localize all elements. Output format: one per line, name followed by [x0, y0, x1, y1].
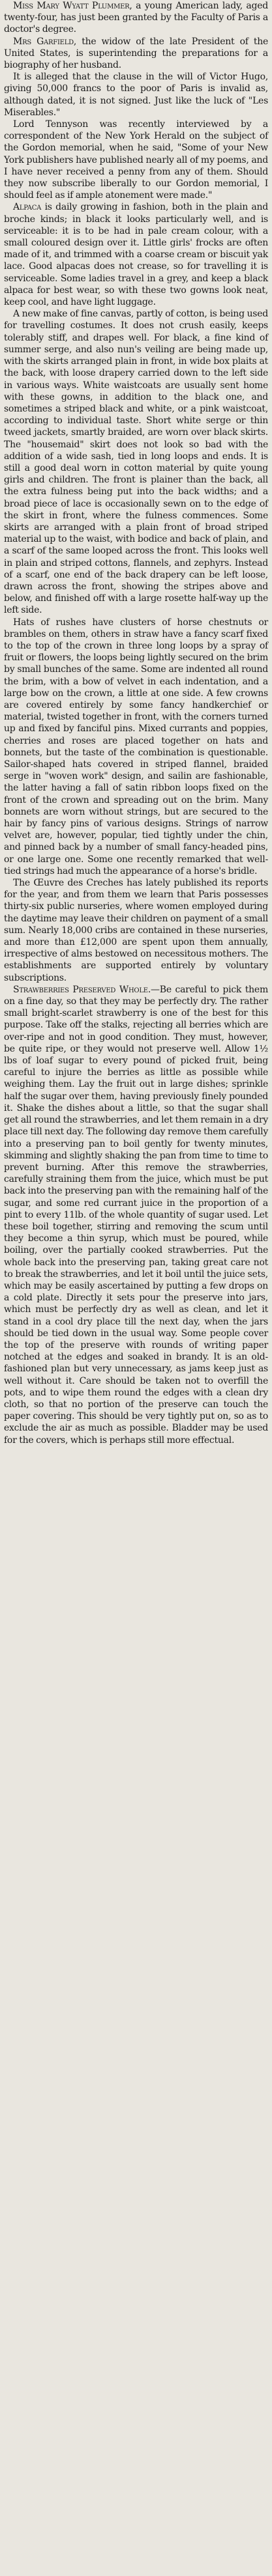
paragraph-text: is daily growing in fashion, both in the plain and broche kinds; in black it looks particularly well, and is serviceable: it is to be had in pale cream colour, with a small coloured design over it. Little girls' frocks are often made of it, and trimmed with a coarse cream or biscuit yak lace. Good alpacas does not crease, so for travelling it is serviceable. Some ladies travel in a grey, and keep a black alpaca for best wear, so with these two gowns look neat, keep cool, and have light luggage. [4, 202, 268, 308]
paragraph-strawberries [4, 984, 268, 1446]
paragraph-plummer [4, 0, 268, 36]
paragraph-text: The Œuvre des Creches has lately published its reports for the year, and from them we learn that Paris possesses thirty-six public nurseries, where women employed during the daytime may leave their children on payment of a small sum. Nearly 18,000 cribs are contained in these nurseries, and more than £12,000 are spent upon them annually, irrespective of alms bestowed on necessitous mothers. The establishments are supported entirely by voluntary subscriptions. [4, 878, 268, 983]
lead-in: Mrs Garfield [13, 36, 74, 47]
paragraph-canvas [4, 308, 268, 616]
paragraph-creches [4, 877, 268, 984]
section-heading: Strawberries Preserved Whole. [13, 984, 151, 995]
paragraph-text: —Be careful to pick them on a fine day, so that they may be perfectly dry. The rather small bright-scarlet strawberry is one of the best for this purpose. Take off the stalks, rejecting all berries which are over-ripe and not in good condition. They must, however, be quite ripe, or they would not preserve well. Allow 1½ lbs of loaf sugar to every pound of picked fruit, being careful to injure the berries as little as possible while weighing them. Lay the fruit out in large dishes; sprinkle half the sugar over them, having previously finely pounded it. Shake the dishes about a little, so that the sugar shall get all round the strawberries, and let them remain in a dry place till next day. The following day remove them carefully into a preserving pan to boil gently for twenty minutes, skimming and slightly shaking the pan from time to time to prevent burning. After this remove the strawberries, carefully straining them from the juice, which must be put back into the preserving pan with the remaining half of the sugar, and some red currant juice in the proportion of a pint to every 11lb. of the whole quantity of sugar used. Let these boil together, stirring and removing the scum until they become a thin syrup, which must be poured, while boiling, over the partially cooked strawberries. Put the whole back into the preserving pan, taking great care not to break the strawberries, and let it boil until the juice sets, which may be easily ascertained by putting a few drops on a cold plate. Directly it sets pour the preserve into jars, which must be perfectly dry as well as clean, and let it stand in a cool dry place till the next day, when the jars should be tied down in the usual way. Some people cover the top of the preserve with rounds of writing paper notched at the edges and soaked in brandy. It is an old-fashioned plan but very unnecessary, as jams keep just as well without it. Care should be taken not to overfill the pots, and to wipe them round the edges with a clean dry cloth, so that no portion of the preserve can touch the paper covering. This should be very tightly put on, so as to exclude the air as much as possible. Bladder may be used for the covers, which is perhaps still more effectual. [4, 984, 268, 1446]
paragraph-victor-hugo [4, 71, 268, 119]
article-column [4, 0, 268, 1446]
paragraph-text: Hats of rushes have clusters of horse chestnuts or brambles on them, others in straw have a fancy scarf fixed to the top of the crown in three long loops by a spray of fruit or flowers, the loops being lightly secured on the brim by small bunches of the same. Some are indented all round the brim, with a bow of velvet in each indentation, and a large bow on the crown, a little at one side. A few crowns are covered entirely by some fancy handkerchief or material, twisted together in front, with the corners turned up and fixed by fanciful pins. Mixed currants and poppies, cherries and roses are placed together on hats and bonnets, but the taste of the combination is questionable. Sailor-shaped hats covered in striped flannel, braided serge in "woven work" design, and sailin are fashionable, the latter having a fall of satin ribbon loops fixed on the front of the crown and spreading out on the brim. Many bonnets are worn without strings, but are secured to the hair by fancy pins of various designs. Strings of narrow velvet are, however, popular, tied tightly under the chin, and pinned back by a number of small fancy-headed pins, or one large one. Some one recently remarked that well-tied strings had much the appearance of a horse's bridle. [4, 617, 268, 876]
paragraph-tennyson [4, 119, 268, 201]
paragraph-text: A new make of fine canvas, partly of cotton, is being used for travelling costumes. It does not crush easily, keeps tolerably stiff, and drapes well. For black, a fine kind of summer serge, and also nun's veiling are being made up, with the skirts arranged plain in front, in wide box plaits at the back, with loose drapery carried down to the left side in various ways. White waistcoats are usually sent home with these gowns, in addition to the black one, and sometimes a striped black and white, or a pink waistcoat, according to individual taste. Short white serge or thin tweed jackets, smartly braided, are worn over black skirts. The "housemaid" skirt does not look so bad with the addition of a wide sash, tied in long loops and ends. It is still a good deal worn in cotton material by quite young girls and children. The front is plainer than the back, all the extra fulness being put into the back widths; and a broad piece of lace is occasionally sewn on to the edge of the skirt in front, where the fulness commences. Some skirts are arranged with a plain front of broad striped material up to the waist, with bodice and back of plain, and a scarf of the same looped across the front. This looks well in plain and striped cottons, flannels, and zephyrs. Instead of a scarf, one end of the back drapery can be left loose, drawn across the front, showing the stripes above and below, and finished off with a large rosette half-way up the left side. [4, 309, 268, 616]
paragraph-text: It is alleged that the clause in the will of Victor Hugo, giving 50,000 francs to the poor of Paris is invalid as, although dated, it is not signed. Just like the luck of "Les Miserables." [4, 72, 268, 118]
lead-in: Miss Mary Wyatt Plummer [13, 1, 130, 11]
paragraph-text: , the widow of the late President of the United States, is superintending the preparations for a biography of her husband. [4, 36, 268, 71]
paragraph-text: Lord Tennyson was recently interviewed by a correspondent of the New York Herald on the subject of the Gordon memorial, when he said, "Some of your New York publishers have published nearly all of my poems, and I have never received a penny from any of them. Should they now subscribe liberally to our Gordon memorial, I should feel as if ample atonement were made." [4, 119, 268, 201]
paragraph-text: , a young American lady, aged twenty-four, has just been granted by the Faculty of Paris a doctor's degree. [4, 1, 268, 35]
paragraph-alpaca [4, 201, 268, 308]
lead-in: Alpaca [13, 202, 42, 213]
paragraph-hats [4, 617, 268, 877]
paragraph-garfield [4, 36, 268, 72]
